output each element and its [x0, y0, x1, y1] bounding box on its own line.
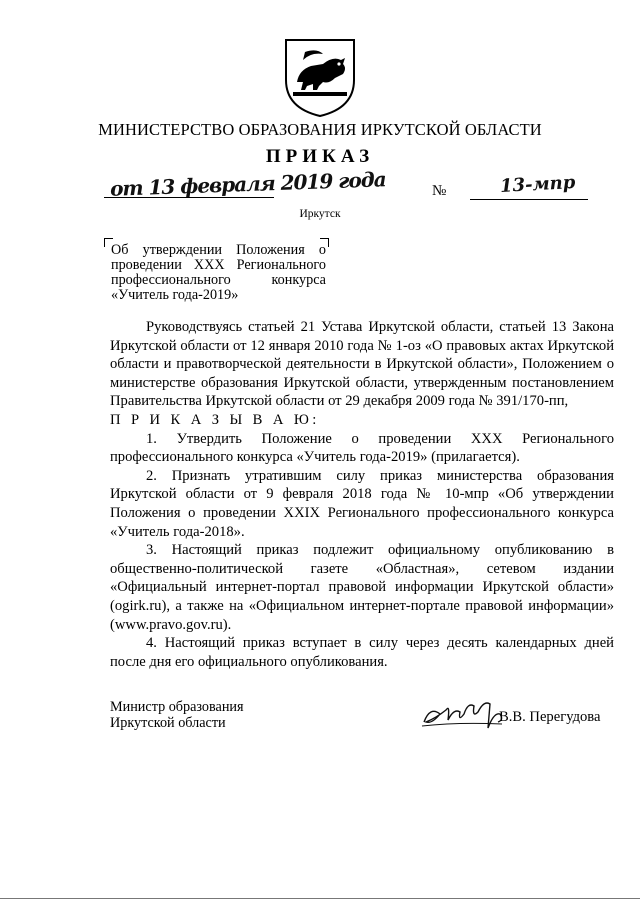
signer-position-line: Министр образования	[110, 699, 244, 715]
signer-position	[110, 700, 244, 731]
order-item: 3. Настоящий приказ подлежит официальному опубликованию в общественно-политической газете «Областная», сетевом издании «Официальный интернет-портал правовой информации Иркутской области» (ogirk.ru), а также на «Официальном интернет-портале правовой информации» (www.pravo.gov.ru).	[110, 542, 614, 633]
signer-name: В.В. Перегудова	[499, 709, 601, 725]
order-item: 1. Утвердить Положение о проведении XXX Регионального профессионального конкурса «Учитель года-2019» (прилагается).	[110, 430, 614, 466]
number-underline	[470, 199, 588, 200]
order-subject: Об утверждении Положения о проведении XXX Регионального профессионального конкурса «Учитель года-2019»	[111, 242, 326, 303]
order-item: 2. Признать утратившим силу приказ министерства образования Иркутской области от 9 февраля 2018 года № 10-мпр «Об утверждении Положения о проведении XXIX Регионального профессионального конкурса «Учитель года-2018».	[110, 467, 614, 540]
order-date: от 13 февраля 2019 года	[109, 167, 387, 201]
scan-edge-line	[0, 898, 640, 899]
date-underline	[104, 197, 274, 198]
order-number: 13-мпр	[499, 172, 576, 197]
ministry-name: МИНИСТЕРСТВО ОБРАЗОВАНИЯ ИРКУТСКОЙ ОБЛАСТИ	[98, 120, 542, 139]
document-type: ПРИКАЗ	[265, 146, 375, 167]
orders-word: П Р И К А З Ы В А Ю:	[110, 411, 320, 428]
signer-position-line: Иркутской области	[110, 714, 226, 731]
irkutsk-coat-of-arms-icon	[283, 34, 357, 118]
preamble: Руководствуясь статьей 21 Устава Иркутской области, статьей 13 Закона Иркутской области от 12 января 2010 года № 1-оз «О правовых актах Иркутской области и правотворческой деятельности в Иркутской области», Положением о министерстве образования Иркутской области, утвержденным постановлением Правительства Иркутской области от 29 декабря 2009 года № 391/170-пп,	[110, 319, 614, 410]
city: Иркутск	[299, 208, 341, 220]
number-label: №	[432, 183, 447, 199]
order-item: 4. Настоящий приказ вступает в силу через десять календарных дней после дня его официального опубликования.	[110, 635, 614, 670]
order-body	[110, 318, 614, 671]
